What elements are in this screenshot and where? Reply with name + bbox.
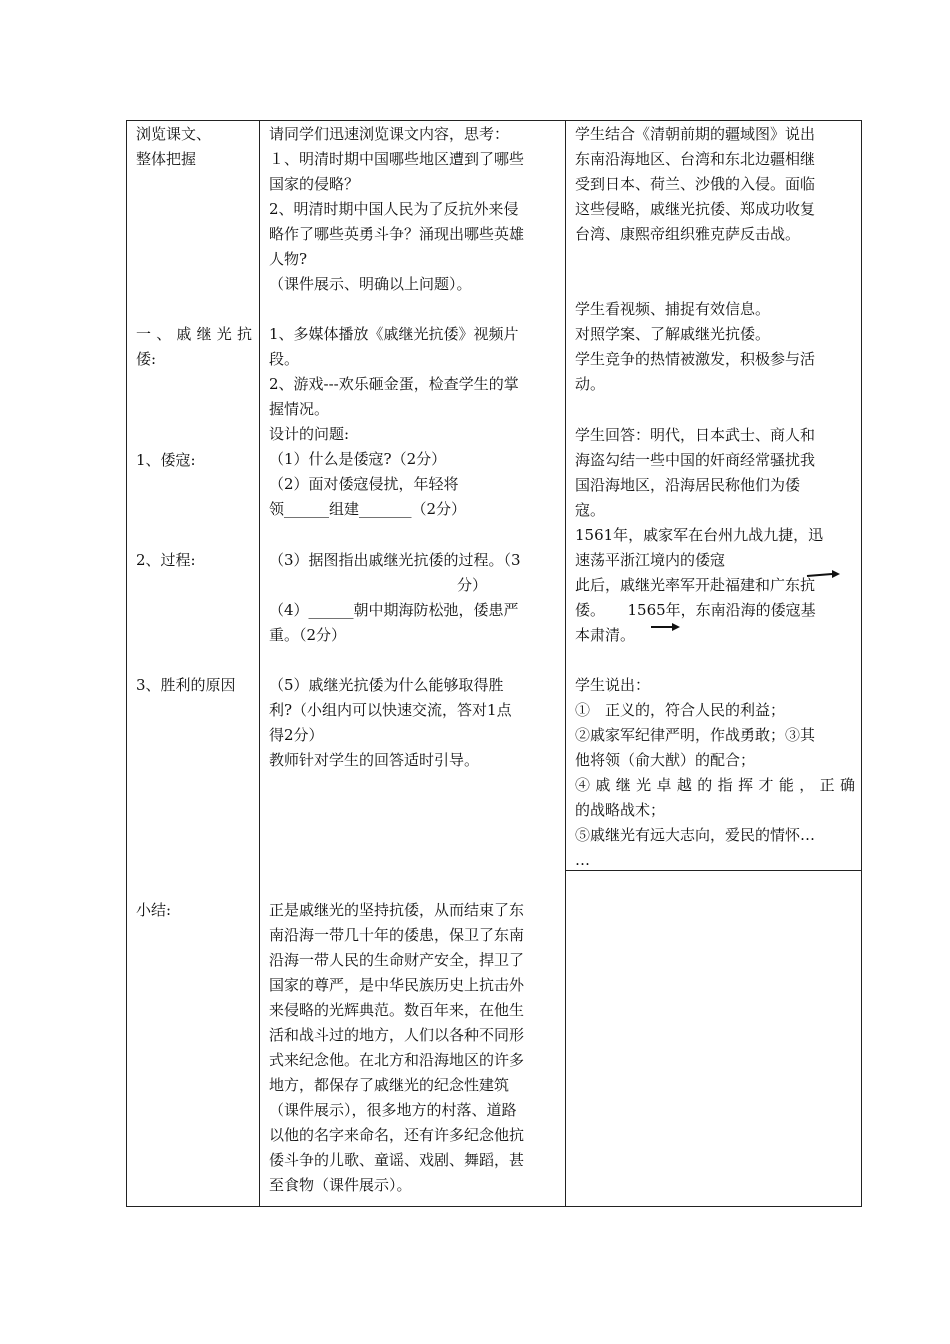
col2-part1-line: （1）什么是倭寇?（2分） — [269, 450, 447, 468]
col2-summary-line: 至食物（课件展示）。 — [269, 1176, 412, 1194]
col3-part1-line: 学生竞争的热情被激发，积极参与活 — [575, 350, 816, 368]
col3-answer-line: 此后，戚继光率军开赴福建和广东抗 — [575, 576, 816, 594]
col3-reason-line: ④戚继光卓越的指挥才能，正确 — [575, 776, 855, 794]
col2-reason-line: 利?（小组内可以快速交流，答对1点 — [269, 701, 512, 719]
col2-part1-line: 1、多媒体播放《戚继光抗倭》视频片 — [269, 325, 519, 343]
col3-intro-line: 这些侵略，戚继光抗倭、郑成功收复 — [575, 200, 816, 218]
col2-summary-line: 国家的尊严，是中华民族历史上抗击外 — [269, 976, 525, 994]
col3-answer-line: 国沿海地区，沿海居民称他们为倭 — [575, 476, 801, 494]
col3-part1-line: 学生看视频、捕捉有效信息。 — [575, 300, 771, 318]
col3-answer-line: 倭。 1565年，东南沿海的倭寇基 — [575, 601, 816, 619]
col3-intro-line: 台湾、康熙帝组织雅克萨反击战。 — [575, 225, 801, 243]
col3-intro-line: 受到日本、荷兰、沙俄的入侵。面临 — [575, 175, 816, 193]
col3-reason-line: ⑤戚继光有远大志向，爱民的情怀… — [575, 826, 816, 844]
col2-process-line: （3）据图指出戚继光抗倭的过程。（3 — [269, 551, 521, 569]
col3-answer-line: 速荡平浙江境内的倭寇 — [575, 551, 726, 569]
col3-reason-line: 的战略战术； — [575, 801, 666, 819]
col2-process-line: 重。（2分） — [269, 626, 347, 644]
col2-summary-line: 南沿海一带几十年的倭患，保卫了东南 — [269, 926, 525, 944]
col2-intro-line: 国家的侵略？ — [269, 175, 360, 193]
col1-wokou: 1、倭寇: — [136, 451, 196, 469]
arrow-right-icon — [806, 568, 840, 582]
col1-part1 — [136, 322, 252, 372]
col2-reason — [269, 673, 557, 773]
col2-part1-line: 握情况。 — [269, 400, 330, 418]
col2-summary-line: 以他的名字来命名，还有许多纪念他抗 — [269, 1126, 525, 1144]
col2-part1-line: 段。 — [269, 350, 300, 368]
col2-part1-line: 2、游戏---欢乐砸金蛋，检查学生的掌 — [269, 375, 519, 393]
col2-summary-line: 活和战斗过的地方，人们以各种不同形 — [269, 1026, 525, 1044]
col3-reason-line: ① 正义的，符合人民的利益； — [575, 701, 786, 719]
col2-intro-line: 2、明清时期中国人民为了反抗外来侵 — [269, 200, 519, 218]
col1-intro-line: 整体把握 — [136, 150, 197, 168]
col2-intro-line: 人物? — [269, 250, 308, 268]
col2-process-line: 分） — [456, 576, 487, 594]
col2-summary-line: 地方，都保存了戚继光的纪念性建筑 — [269, 1076, 510, 1094]
col2-intro-line: （课件展示、明确以上问题）。 — [269, 275, 472, 293]
col2-part1 — [269, 322, 557, 522]
col2-summary-line: 沿海一带人民的生命财产安全，捍卫了 — [269, 951, 525, 969]
col1-intro — [136, 122, 252, 172]
col3-reason-line: ②戚家军纪律严明，作战勇敢；③其 — [575, 726, 816, 744]
col1-reason: 3、胜利的原因 — [136, 676, 236, 694]
col1-process: 2、过程: — [136, 551, 196, 569]
col3-answer-line: 1561年，戚家军在台州九战九捷，迅 — [575, 526, 824, 544]
col1-part1-line: 倭: — [136, 350, 157, 368]
col2-intro-line: 请同学们迅速浏览课文内容，思考： — [269, 125, 510, 143]
col3-intro-line: 学生结合《清朝前期的疆域图》说出 — [575, 125, 816, 143]
col2-intro-line: １、明清时期中国哪些地区遭到了哪些 — [269, 150, 525, 168]
col2-part1-line: 领______组建_______（2分） — [269, 500, 467, 518]
col1-part1-line: 一、戚继光抗 — [136, 325, 252, 343]
col2-summary-line: 来侵略的光辉典范。数百年来，在他生 — [269, 1001, 525, 1019]
col2-summary-line: 正是戚继光的坚持抗倭，从而结束了东 — [269, 901, 525, 919]
col2-process-line: （4）______朝中期海防松弛，倭患严 — [269, 601, 519, 619]
col2-part1-line: （2）面对倭寇侵扰，年轻将 — [269, 475, 459, 493]
col2-summary-line: 式来纪念他。在北方和沿海地区的许多 — [269, 1051, 525, 1069]
col1-summary: 小结: — [136, 901, 172, 919]
col3-answer — [575, 423, 855, 648]
col3-reason-line: 他将领（俞大猷）的配合； — [575, 751, 756, 769]
col3-answer-line: 学生回答：明代，日本武士、商人和 — [575, 426, 816, 444]
col2-reason-line: 教师针对学生的回答适时引导。 — [269, 751, 480, 769]
col2-part1-line: 设计的问题: — [269, 425, 350, 443]
arrow-right-icon — [650, 620, 680, 634]
col3-reason-line: 学生说出： — [575, 676, 651, 694]
col3-answer-line: 寇。 — [575, 501, 606, 519]
col2-intro-line: 略作了哪些英勇斗争？涌现出哪些英雄 — [269, 225, 525, 243]
col3-part1 — [575, 297, 855, 397]
col2-summary-line: （课件展示），很多地方的村落、道路 — [269, 1101, 517, 1119]
col3-intro — [575, 122, 855, 247]
col3-reason — [575, 673, 855, 873]
column-divider-2 — [565, 120, 566, 1207]
col3-part1-line: 对照学案、了解戚继光抗倭。 — [575, 325, 771, 343]
col1-intro-line: 浏览课文、 — [136, 125, 212, 143]
col2-process — [269, 548, 557, 648]
col2-reason-line: （5）戚继光抗倭为什么能够取得胜 — [269, 676, 504, 694]
col3-answer-line: 海盗勾结一些中国的奸商经常骚扰我 — [575, 451, 816, 469]
column-divider-1 — [259, 120, 260, 1207]
col3-answer-line: 本肃清。 — [575, 626, 636, 644]
col2-reason-line: 得2分） — [269, 726, 324, 744]
col2-intro — [269, 122, 557, 297]
col2-summary — [269, 898, 557, 1198]
col3-part1-line: 动。 — [575, 375, 606, 393]
col3-reason-line: … — [575, 851, 590, 869]
col2-summary-line: 倭斗争的儿歌、童谣、戏剧、舞蹈，甚 — [269, 1151, 525, 1169]
col3-intro-line: 东南沿海地区、台湾和东北边疆相继 — [575, 150, 816, 168]
